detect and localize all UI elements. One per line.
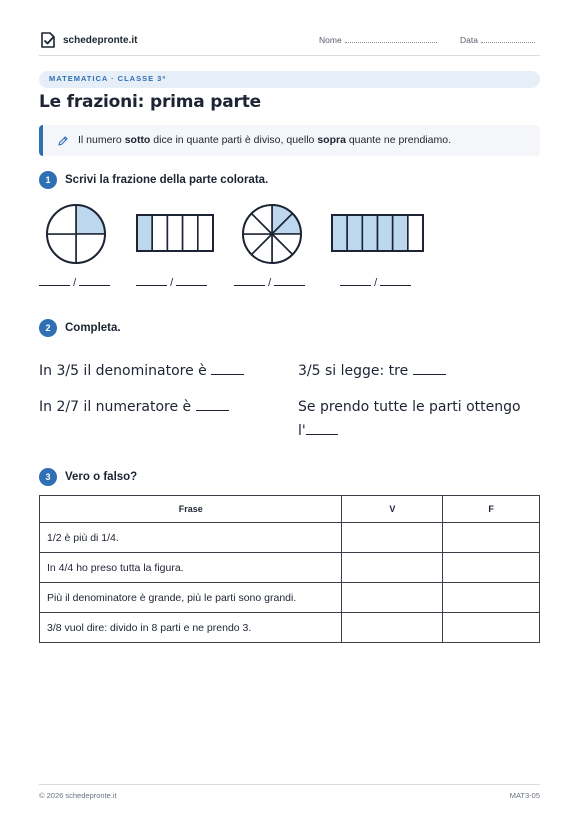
section-3-heading	[39, 468, 137, 486]
answer-blank[interactable]	[196, 399, 229, 411]
bar-segment	[152, 215, 167, 251]
table-row	[40, 583, 540, 613]
bar-fraction-figure	[331, 214, 424, 254]
page-header	[39, 30, 540, 56]
false-checkbox-cell[interactable]	[443, 613, 540, 643]
bar-segment	[332, 215, 347, 251]
page-title: Le frazioni: prima parte	[39, 92, 261, 112]
brand	[39, 30, 137, 50]
name-field[interactable]	[319, 35, 437, 45]
bar-segment	[167, 215, 182, 251]
footer-code: MAT3-05	[509, 791, 540, 800]
statement-cell: 3/8 vuol dire: divido in 8 parti e ne prendo 3.	[40, 613, 342, 643]
section-1-heading	[39, 171, 268, 189]
answer-blank[interactable]	[413, 363, 446, 375]
bar-segment	[347, 215, 362, 251]
brand-name: schedepronte.it	[63, 34, 138, 46]
section-title: Completa.	[65, 322, 121, 334]
section-title: Scrivi la frazione della parte colorata.	[65, 174, 269, 186]
footer-copyright: © 2026 schedepronte.it	[39, 791, 117, 800]
fraction-answer-4[interactable]: /	[340, 276, 411, 289]
bar-segment	[362, 215, 377, 251]
name-label: Nome	[319, 35, 342, 45]
column-header-true: V	[342, 496, 443, 523]
question-3: In 2/7 il numeratore è	[39, 395, 229, 419]
instruction-note	[39, 125, 540, 156]
bar-segment	[137, 215, 152, 251]
table-row	[40, 523, 540, 553]
true-checkbox-cell[interactable]	[342, 583, 443, 613]
section-number: 1	[39, 171, 57, 189]
false-checkbox-cell[interactable]	[443, 583, 540, 613]
true-checkbox-cell[interactable]	[342, 523, 443, 553]
table-row	[40, 553, 540, 583]
bar-segment	[393, 215, 408, 251]
subject-pill	[39, 71, 540, 88]
section-number: 2	[39, 319, 57, 337]
fraction-answer-1[interactable]: /	[39, 276, 110, 289]
pencil-icon	[57, 135, 69, 147]
page-footer	[39, 784, 540, 800]
bar-segment	[183, 215, 198, 251]
date-field[interactable]	[460, 35, 535, 45]
question-2: 3/5 si legge: tre	[298, 359, 446, 383]
true-false-table	[39, 495, 540, 643]
bar-segment	[408, 215, 423, 251]
statement-cell: In 4/4 ho preso tutta la figura.	[40, 553, 342, 583]
answer-blank[interactable]	[211, 363, 244, 375]
circle-fraction-figure	[240, 202, 304, 266]
bar-fraction-figure	[136, 214, 214, 254]
checklist-doc-icon	[39, 31, 57, 49]
section-number: 3	[39, 468, 57, 486]
bar-segment	[378, 215, 393, 251]
table-row	[40, 613, 540, 643]
statement-cell: Più il denominatore è grande, più le parti sono grandi.	[40, 583, 342, 613]
question-4: Se prendo tutte le parti ottengo l'	[298, 399, 521, 439]
column-header-phrase: Frase	[40, 496, 342, 523]
section-title: Vero o falso?	[65, 471, 138, 483]
fraction-answer-2[interactable]: /	[136, 276, 207, 289]
circle-fraction-figure	[44, 202, 108, 266]
statement-cell: 1/2 è più di 1/4.	[40, 523, 342, 553]
true-checkbox-cell[interactable]	[342, 613, 443, 643]
fraction-answer-3[interactable]: /	[234, 276, 305, 289]
note-text: Il numero sotto dice in quante parti è diviso, quello sopra quante ne prendiamo.	[78, 134, 451, 146]
false-checkbox-cell[interactable]	[443, 523, 540, 553]
question-1: In 3/5 il denominatore è	[39, 359, 244, 383]
column-header-false: F	[443, 496, 540, 523]
bar-segment	[198, 215, 213, 251]
true-checkbox-cell[interactable]	[342, 553, 443, 583]
subject-label: MATEMATICA · CLASSE 3ª	[49, 74, 167, 83]
false-checkbox-cell[interactable]	[443, 553, 540, 583]
date-label: Data	[460, 35, 478, 45]
section-2-heading	[39, 319, 121, 337]
answer-blank[interactable]	[306, 423, 338, 435]
